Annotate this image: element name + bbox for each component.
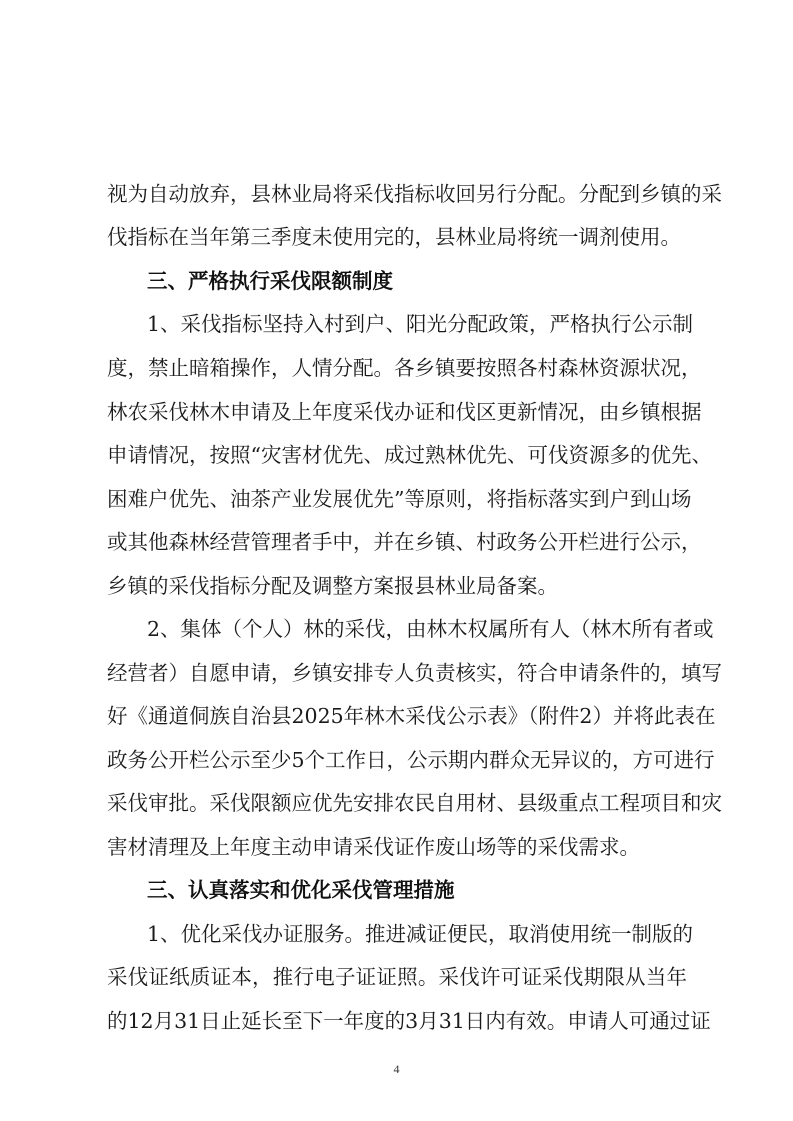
text-line: 1、优化采伐办证服务。推进减证便民，取消使用统一制版的	[147, 922, 694, 946]
text-line: 或其他森林经营管理者手中，并在乡镇、村政务公开栏进行公示，	[107, 530, 702, 554]
section-heading: 三、认真落实和优化采伐管理措施	[147, 878, 455, 902]
text-line: 的12月31日止延长至下一年度的3月31日内有效。申请人可通过证	[107, 1009, 711, 1033]
text-line: 林农采伐林木申请及上年度采伐办证和伐区更新情况，由乡镇根据	[107, 400, 702, 424]
text-line: 好《通道侗族自治县2025年林木采伐公示表》（附件2）并将此表在	[107, 704, 716, 728]
text-line: 度，禁止暗箱操作，人情分配。各乡镇要按照各村森林资源状况，	[107, 356, 702, 380]
text-line: 乡镇的采伐指标分配及调整方案报县林业局备案。	[107, 574, 558, 598]
section-heading: 三、严格执行采伐限额制度	[147, 269, 393, 293]
page-number: 4	[393, 1062, 400, 1076]
text-line: 害材清理及上年度主动申请采伐证作废山场等的采伐需求。	[107, 835, 640, 859]
text-line: 视为自动放弃，县林业局将采伐指标收回另行分配。分配到乡镇的采	[107, 182, 722, 206]
text-line: 困难户优先、油茶产业发展优先”等原则，将指标落实到户到山场	[107, 487, 692, 511]
text-line: 1、采伐指标坚持入村到户、阳光分配政策，严格执行公示制	[147, 312, 694, 336]
text-line: 经营者）自愿申请，乡镇安排专人负责核实，符合申请条件的，填写	[107, 661, 722, 685]
text-line: 采伐审批。采伐限额应优先安排农民自用材、县级重点工程项目和灾	[107, 791, 722, 815]
text-line: 政务公开栏公示至少5个工作日，公示期内群众无异议的，方可进行	[107, 748, 715, 772]
text-line: 采伐证纸质证本，推行电子证证照。采伐许可证采伐期限从当年	[107, 965, 687, 989]
text-line: 申请情况，按照“灾害材优先、成过熟林优先、可伐资源多的优先、	[107, 443, 712, 467]
text-line: 伐指标在当年第三季度未使用完的，县林业局将统一调剂使用。	[107, 225, 681, 249]
text-line: 2、集体（个人）林的采伐，由林木权属所有人（林木所有者或	[147, 617, 714, 641]
